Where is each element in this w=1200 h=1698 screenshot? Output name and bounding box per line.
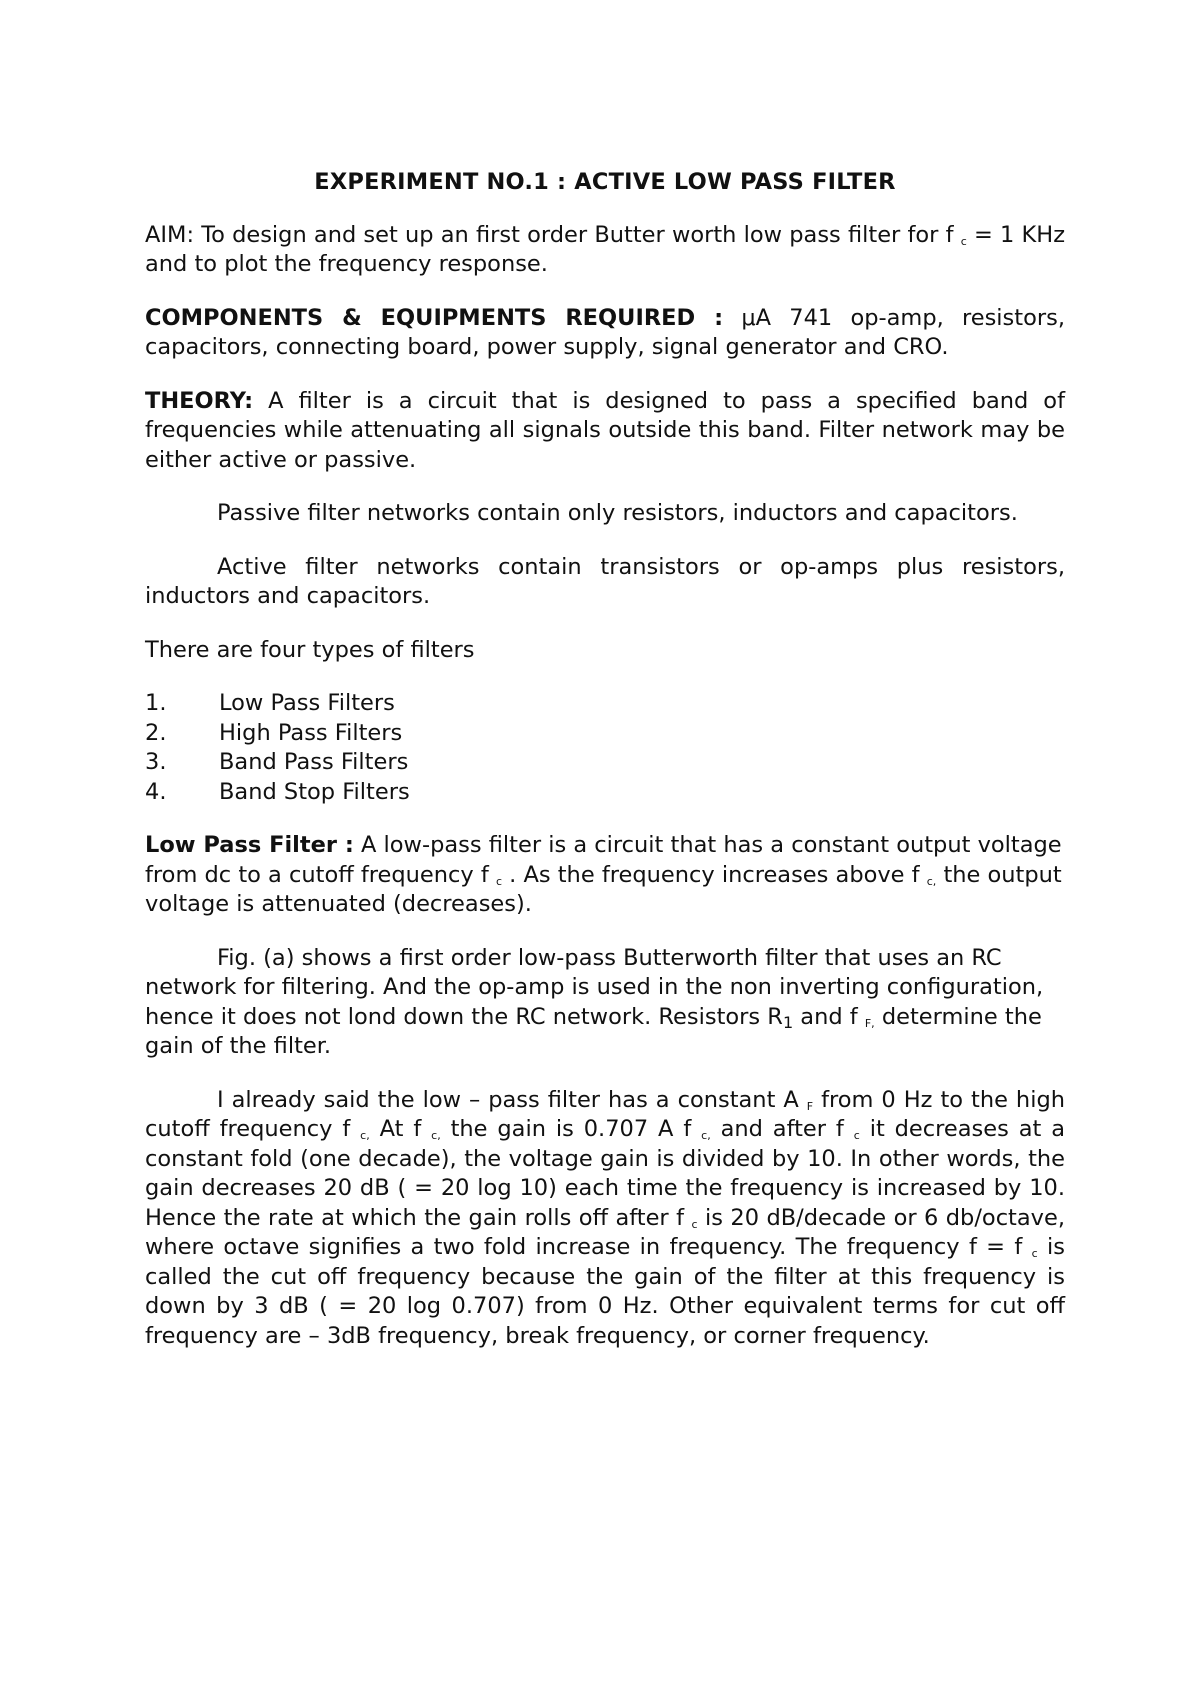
list-item bbox=[145, 748, 1065, 778]
low-pass-filter-heading: Low Pass Filter : bbox=[145, 832, 354, 858]
gain-text-5: and after f bbox=[710, 1116, 854, 1142]
types-intro: There are four types of filters bbox=[145, 636, 475, 663]
document-page bbox=[145, 168, 1065, 1375]
gain-subscript-7: c bbox=[1031, 1247, 1038, 1260]
gain-text-6: it decreases at a constant fold (one decade), the voltage gain is divided by 10. In other words, the gain decreases 20 dB ( = 20 log 10) each time the frequency is increased by 10. Hence the rate at which the gain rolls off after f bbox=[145, 1116, 1066, 1231]
fig-subscript-1: 1 bbox=[782, 1012, 794, 1032]
list-item bbox=[145, 778, 1065, 808]
gain-subscript-3: c, bbox=[431, 1129, 441, 1142]
passive-paragraph: Passive filter networks contain only resistors, inductors and capacitors. bbox=[217, 500, 1018, 526]
gain-text-8: is called the cut off frequency because the gain of the filter at this frequency is down by 3 dB ( = 20 log 0.707) from 0 Hz. Other equivalent terms for cut off frequency are – 3dB frequency, break frequency, or corner frequency. bbox=[145, 1234, 1065, 1349]
aim-text-2: = 1 KHz and to plot the frequency response. bbox=[145, 221, 1066, 277]
lpf-subscript-2: c, bbox=[926, 874, 937, 888]
lpf-text-3: the output voltage is attenuated (decreases). bbox=[145, 861, 1062, 917]
aim-text-1: AIM: To design and set up an first order Butter worth low pass filter for f bbox=[145, 221, 961, 248]
list-item bbox=[145, 719, 1065, 749]
gain-subscript-5: c bbox=[853, 1129, 860, 1142]
gain-subscript-4: c, bbox=[701, 1129, 711, 1142]
page-title: EXPERIMENT NO.1 : ACTIVE LOW PASS FILTER bbox=[314, 169, 896, 195]
list-item-number: 4. bbox=[145, 778, 167, 805]
theory-text: A filter is a circuit that is designed to pass a specified band of frequencies while attenuating all signals outside this band. Filter network may be either active or passive. bbox=[145, 387, 1065, 473]
fig-text-3: determine the gain of the filter. bbox=[145, 1003, 1042, 1059]
gain-text-7: is 20 dB/decade or 6 db/octave, where octave signifies a two fold increase in frequency. The frequency f = f bbox=[145, 1204, 1065, 1260]
gain-text-1: I already said the low – pass filter has a constant A bbox=[217, 1086, 807, 1113]
aim-subscript-c: c bbox=[960, 234, 967, 248]
list-item-label: Low Pass Filters bbox=[219, 690, 395, 716]
fig-subscript-2: F, bbox=[864, 1016, 875, 1030]
fig-text-1: Fig. (a) shows a first order low-pass Butterworth filter that uses an RC network for filtering. And the op-amp is used in the non inverting configuration, hence it does not lond down the RC network. Resistors R bbox=[145, 944, 1044, 1030]
list-item-label: Band Stop Filters bbox=[219, 778, 410, 805]
gain-subscript-6: c bbox=[691, 1217, 698, 1231]
gain-subscript-2: c, bbox=[360, 1129, 370, 1142]
filter-types-list bbox=[145, 689, 1065, 807]
low-pass-filter-paragraph bbox=[145, 831, 1065, 920]
list-item-label: High Pass Filters bbox=[219, 719, 403, 746]
active-paragraph: Active filter networks contain transistors or op-amps plus resistors, inductors and capacitors. bbox=[145, 553, 1065, 609]
aim-paragraph bbox=[145, 221, 1065, 280]
gain-text-4: the gain is 0.707 A f bbox=[440, 1116, 702, 1142]
components-heading: COMPONENTS & EQUIPMENTS REQUIRED : bbox=[145, 304, 724, 331]
list-item-number: 1. bbox=[145, 690, 167, 716]
list-item-number: 2. bbox=[145, 719, 167, 746]
gain-text-2: from 0 Hz to the high cutoff frequency f bbox=[145, 1086, 1065, 1142]
list-item-number: 3. bbox=[145, 749, 167, 775]
lpf-subscript-1: c bbox=[495, 874, 503, 888]
gain-paragraph bbox=[145, 1086, 1065, 1352]
components-text: μA 741 op-amp, resistors, capacitors, connecting board, power supply, signal generator and CRO. bbox=[145, 304, 1065, 360]
theory-paragraph bbox=[145, 387, 1065, 476]
list-item-label: Band Pass Filters bbox=[219, 749, 409, 775]
lpf-text-1: A low-pass filter is a circuit that has a constant output voltage from dc to a cutoff frequency f bbox=[145, 832, 1062, 888]
theory-heading: THEORY: bbox=[145, 387, 254, 414]
lpf-text-2: . As the frequency increases above f bbox=[502, 861, 927, 888]
list-item bbox=[145, 689, 1065, 719]
fig-a-paragraph bbox=[145, 944, 1065, 1062]
gain-subscript-1: F bbox=[806, 1099, 814, 1113]
gain-text-3: At f bbox=[369, 1116, 432, 1142]
fig-text-2: and f bbox=[793, 1003, 865, 1030]
components-paragraph bbox=[145, 304, 1065, 363]
